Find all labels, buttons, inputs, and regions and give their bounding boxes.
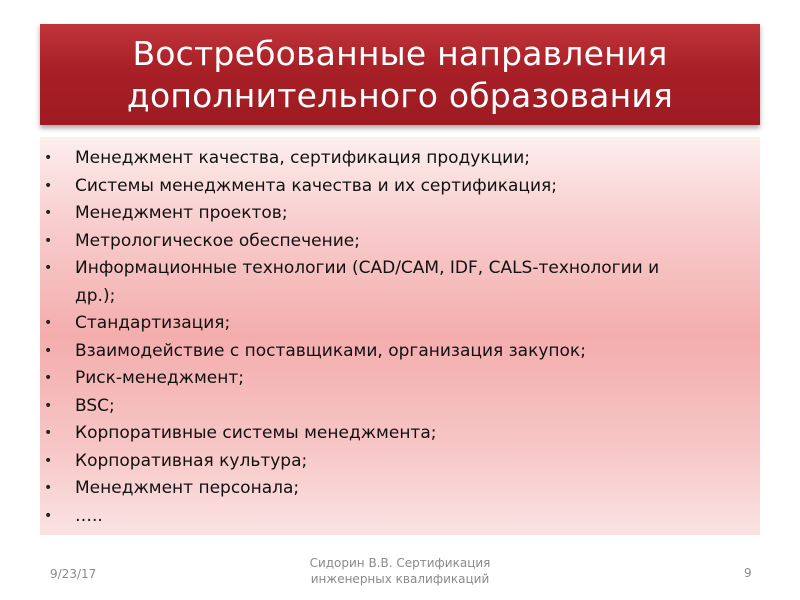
list-item-text: Корпоративные системы менеджмента; [75,423,437,443]
list-item [40,393,675,421]
slide-title [50,33,750,117]
footer-date: 9/23/17 [50,567,97,581]
list-item [40,310,675,338]
list-item-text: Менеджмент качества, сертификация продукции; [75,148,531,168]
list-item-text: BSC; [75,395,115,416]
bullet-icon: • [44,232,53,249]
bullet-icon: • [44,397,53,414]
list-item [40,420,675,448]
list-item-text: Метрологическое обеспечение; [75,230,360,251]
list-item-text: Взаимодействие с поставщиками, организация закупок; [75,340,586,361]
bullet-icon: • [44,507,53,524]
bullet-icon: • [44,177,53,194]
bullet-list [40,145,760,530]
list-item [40,448,675,476]
bullet-icon: • [44,425,53,441]
bullet-icon: • [44,370,53,386]
content-box [40,137,760,535]
bullet-icon: • [44,315,53,331]
page-number: 9 [744,566,752,580]
list-item-text: Менеджмент персонала; [75,478,300,498]
bullet-icon: • [44,452,53,469]
list-item-text: Корпоративная культура; [75,450,308,471]
list-item [40,338,675,366]
list-item-text: Риск-менеджмент; [75,368,245,388]
list-item-text: Стандартизация; [75,313,231,333]
slide-title-line-2: дополнительного образования [126,75,674,115]
list-item [40,503,675,531]
bullet-icon: • [44,342,53,359]
list-item [40,365,675,393]
bullet-icon: • [44,480,53,496]
footer-author-line-1: Сидорин В.В. Сертификация [309,556,491,570]
bullet-icon: • [44,205,53,221]
list-item [40,228,675,256]
bullet-icon: • [44,260,53,276]
list-item-text: ….. [75,505,103,526]
bullet-icon: • [44,150,53,166]
list-item [40,173,675,201]
list-item-text: Менеджмент проектов; [75,203,288,223]
list-item [40,200,675,228]
list-item [40,145,675,173]
title-bar [40,24,760,125]
list-item-text: Информационные технологии (CAD/CAM, IDF, CALS-технологии и др.); [75,258,660,306]
list-item [40,255,675,310]
list-item [40,475,675,503]
footer-author [250,555,550,587]
list-item-text: Системы менеджмента качества и их сертификация; [75,175,557,196]
slide-title-line-1: Востребованные направления [132,33,668,73]
footer-author-line-2: инженерных квалификаций [310,572,490,586]
